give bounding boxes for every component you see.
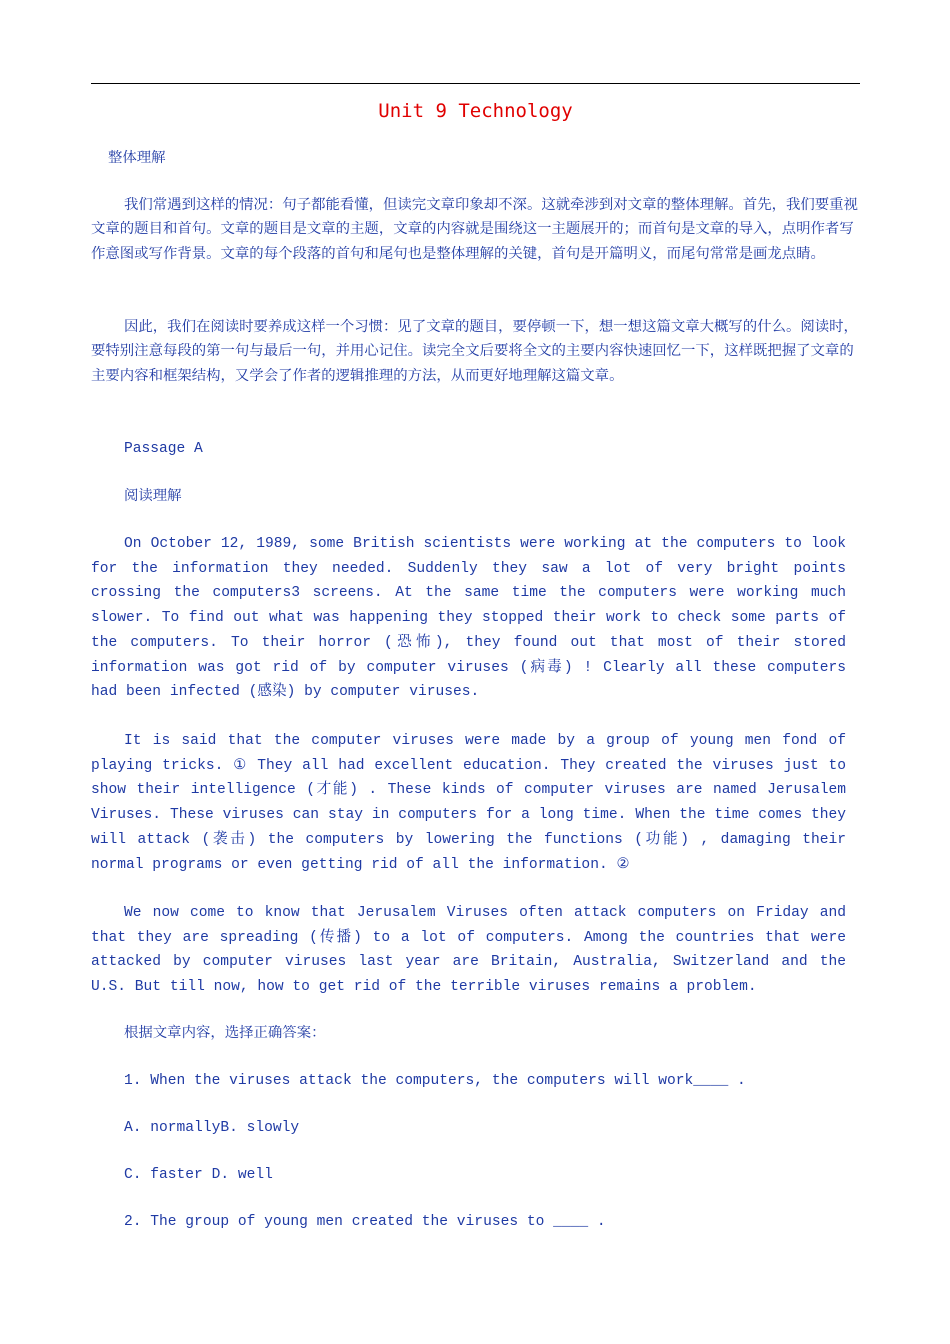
header-rule [91,83,860,84]
document-title: Unit 9 Technology [378,100,573,122]
question-1: 1. When the viruses attack the computers, the computers will work____ . [124,1073,746,1089]
passage-paragraph-3: We now come to know that Jerusalem Viruses often attack computers on Friday and that they are spreading (传播) to a lot of computers. Among the countries that were attacked by computer viruses last year are Britain, Australia, Switzerland and the U.S. But till now, how to get rid of the terrible viruses remains a problem. [91,905,846,996]
question-instruction: 根据文章内容，选择正确答案： [124,1025,326,1041]
question-1-options-cd: C. faster D. well [124,1167,273,1183]
passage-label: Passage A [124,441,203,457]
reading-label: 阅读理解 [124,488,182,504]
passage-paragraph-2: It is said that the computer viruses were made by a group of young men fond of playing tricks. ① They all had excellent education. They created the viruses just to show their intelligence (才能) . These kinds of computer viruses are named Jerusalem Viruses. These viruses can stay in computers for a long time. When the time comes they will attack (袭击) the computers by lowering the functions (功能) , damaging their normal programs or even getting rid of all the information. ② [91,733,846,873]
passage-paragraph-1: On October 12, 1989, some British scientists were working at the computers to look for the information they needed. Suddenly they saw a lot of very bright points crossing the computers3 screens. At the same time the computers were working much slower. To find out what was happening they stopped their work to check some parts of the computers. To their horror (恐怖), they found out that most of their stored information was got rid of by computer viruses (病毒) ! Clearly all these computers had been infected (感染) by computer viruses. [91,536,846,701]
intro-paragraph-1: 我们常遇到这样的情况：句子都能看懂，但读完文章印象却不深。这就牵涉到对文章的整体理解。首先，我们要重视文章的题目和首句。文章的题目是文章的主题，文章的内容就是围绕这一主题展开的；而首句是文章的导入，点明作者写作意图或写作背景。文章的每个段落的首句和尾句也是整体理解的关键，首句是开篇明义，而尾句常常是画龙点睛。 [91,197,858,262]
intro-paragraph-2: 因此，我们在阅读时要养成这样一个习惯：见了文章的题目，要停顿一下，想一想这篇文章大概写的什么。阅读时，要特别注意每段的第一句与最后一句，并用心记住。读完全文后要将全文的主要内容快速回忆一下，这样既把握了文章的主要内容和框架结构，又学会了作者的逻辑推理的方法，从而更好地理解这篇文章。 [91,319,858,384]
question-1-options-ab: A. normallyB. slowly [124,1120,300,1136]
section-heading: 整体理解 [108,150,166,166]
question-2: 2. The group of young men created the viruses to ____ . [124,1214,606,1230]
